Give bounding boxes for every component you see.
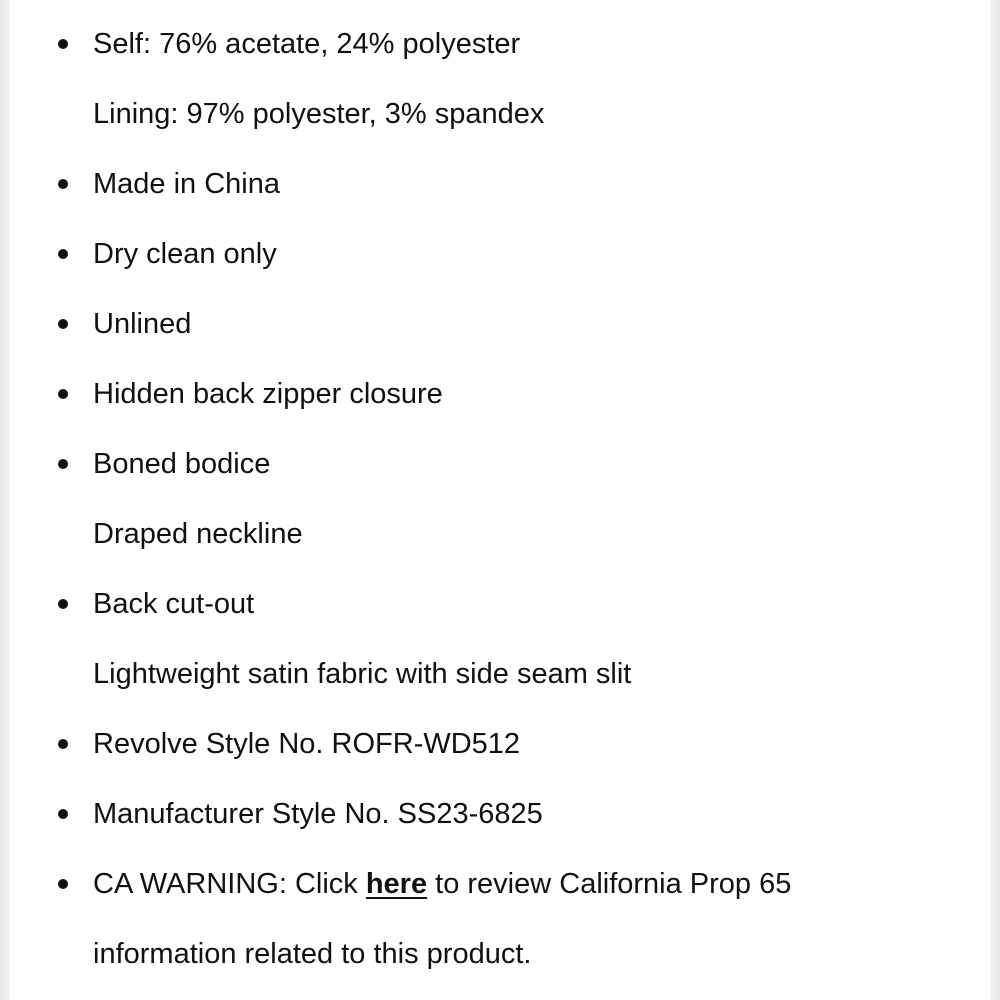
detail-item-revolve-style	[10, 709, 990, 779]
bullet-icon	[58, 809, 68, 819]
detail-item-lined	[10, 289, 990, 359]
detail-item-fabric	[10, 9, 990, 79]
warning-suffix: to review California Prop 65	[427, 868, 792, 900]
bullet-icon	[58, 879, 68, 889]
detail-text: Boned bodice	[93, 448, 271, 480]
warning-text	[93, 849, 791, 919]
detail-text: Hidden back zipper closure	[93, 378, 443, 410]
detail-text: Revolve Style No. ROFR-WD512	[93, 728, 521, 760]
right-edge-shade	[990, 0, 1000, 1000]
detail-text: Lightweight satin fabric with side seam slit	[93, 658, 632, 690]
detail-text: Draped neckline	[93, 518, 303, 550]
bullet-icon	[58, 739, 68, 749]
detail-item-neckline	[10, 499, 990, 569]
detail-text: Manufacturer Style No. SS23-6825	[93, 798, 543, 830]
bullet-icon	[58, 599, 68, 609]
bullet-icon	[58, 319, 68, 329]
bullet-icon	[58, 459, 68, 469]
detail-text: Made in China	[93, 168, 280, 200]
warning-continuation-text: information related to this product.	[93, 938, 532, 970]
product-details-panel	[10, 0, 990, 1000]
detail-item-ca-warning-continuation	[10, 919, 990, 989]
detail-item-back	[10, 569, 990, 639]
prop65-link[interactable]: here	[365, 868, 428, 900]
detail-text: Dry clean only	[93, 238, 277, 270]
bullet-icon	[58, 179, 68, 189]
detail-item-manufacturer-style	[10, 779, 990, 849]
detail-text: Back cut-out	[93, 588, 255, 620]
detail-text: Unlined	[93, 308, 192, 340]
detail-item-origin	[10, 149, 990, 219]
detail-item-closure	[10, 359, 990, 429]
bullet-icon	[58, 39, 68, 49]
detail-text: Lining: 97% polyester, 3% spandex	[93, 98, 545, 130]
detail-item-fabric-weight	[10, 639, 990, 709]
left-edge-shade	[0, 0, 10, 1000]
warning-prefix: CA WARNING: Click	[93, 868, 366, 900]
detail-text: Self: 76% acetate, 24% polyester	[93, 28, 521, 60]
bullet-icon	[58, 389, 68, 399]
detail-item-care	[10, 219, 990, 289]
detail-item-bodice	[10, 429, 990, 499]
detail-item-ca-warning	[10, 849, 990, 919]
detail-item-lining	[10, 79, 990, 149]
bullet-icon	[58, 249, 68, 259]
